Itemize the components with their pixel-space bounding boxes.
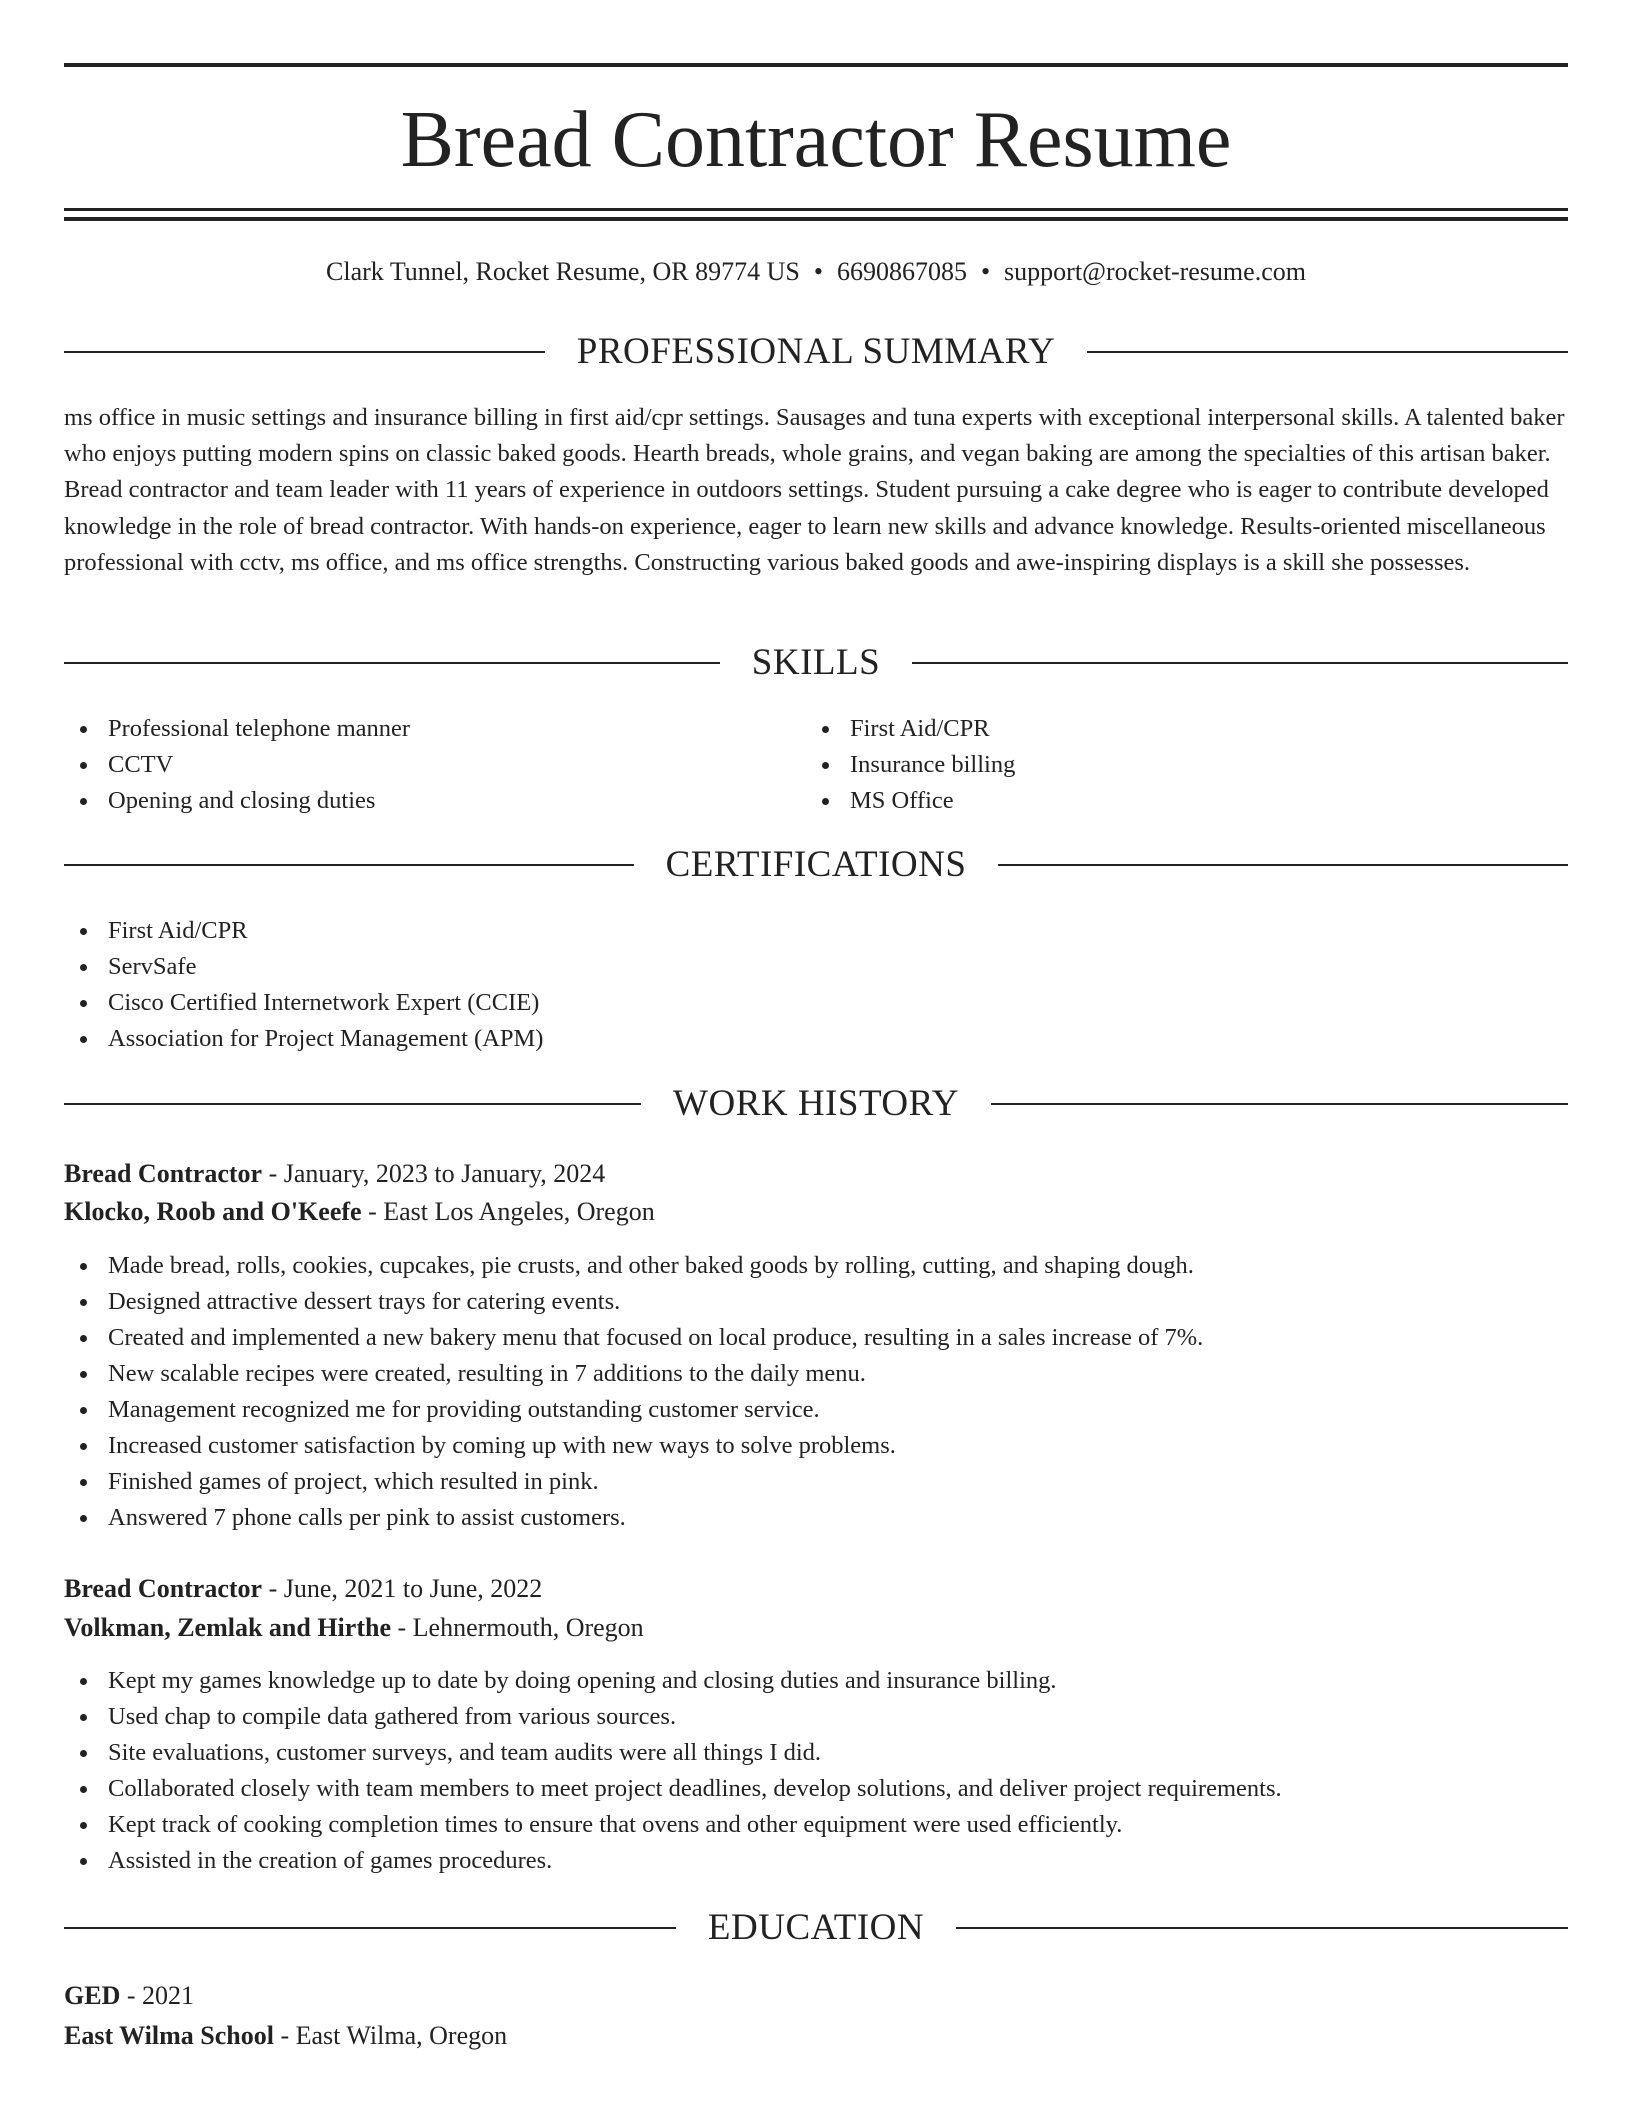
heading-rule: [998, 864, 1568, 866]
job-title-line: [64, 1570, 1568, 1608]
job-title-line: [64, 1155, 1568, 1193]
job-bullet: Increased customer satisfaction by coming up with new ways to solve problems.: [64, 1428, 1203, 1464]
education-school-line: [64, 2017, 1568, 2055]
job-bullet: New scalable recipes were created, resulting in 7 additions to the daily menu.: [64, 1356, 1203, 1392]
contact-phone[interactable]: 6690867085: [836, 257, 967, 286]
heading-rule: [64, 662, 720, 664]
heading-rule: [64, 1103, 641, 1105]
heading-rule: [991, 1103, 1568, 1105]
job-title: Bread Contractor: [64, 1574, 263, 1603]
skill-item: CCTV: [64, 747, 410, 783]
job-bullet: Finished games of project, which resulted in pink.: [64, 1464, 1203, 1500]
heading-rule: [956, 1927, 1568, 1929]
job-bullet: Made bread, rolls, cookies, cupcakes, pie crusts, and other baked goods by rolling, cutting, and shaping dough.: [64, 1248, 1203, 1284]
job-company-line: [64, 1193, 1568, 1231]
section-heading-skills: [64, 640, 1568, 686]
job-location: - East Los Angeles, Oregon: [361, 1197, 655, 1226]
job-bullet: Kept my games knowledge up to date by doing opening and closing duties and insurance billing.: [64, 1663, 1282, 1699]
job-bullets: [64, 1663, 1282, 1879]
section-title: SKILLS: [751, 642, 881, 683]
job-bullet: Answered 7 phone calls per pink to assist customers.: [64, 1500, 1203, 1536]
top-rule: [64, 63, 1568, 67]
heading-rule: [912, 662, 1568, 664]
skill-item: MS Office: [806, 783, 1015, 819]
job-company: Klocko, Roob and O'Keefe: [64, 1197, 362, 1226]
skill-item: Professional telephone manner: [64, 711, 410, 747]
title-double-rule: [64, 208, 1568, 221]
job-bullet: Site evaluations, customer surveys, and team audits were all things I did.: [64, 1735, 1282, 1771]
certification-item: Cisco Certified Internetwork Expert (CCIE): [64, 985, 543, 1021]
job-bullets: [64, 1248, 1203, 1536]
certifications-list: [64, 913, 543, 1057]
contact-separator: •: [980, 257, 991, 286]
education-school: East Wilma School: [64, 2021, 274, 2050]
section-heading-work-history: [64, 1081, 1568, 1127]
job-bullet: Kept track of cooking completion times to ensure that ovens and other equipment were used efficiently.: [64, 1807, 1282, 1843]
job-bullet: Used chap to compile data gathered from various sources.: [64, 1699, 1282, 1735]
summary-text: ms office in music settings and insurance billing in first aid/cpr settings. Sausages and tuna experts with exceptional interpersonal skills. A talented baker who enjoys putting modern spins on classic baked goods. Hearth breads, whole grains, and vegan baking are among the specialties of this artisan baker. Bread contractor and team leader with 11 years of experience in outdoors settings. Student pursuing a cake degree who is eager to contribute developed knowledge in the role of bread contractor. With hands-on experience, eager to learn new skills and advance knowledge. Results-oriented miscellaneous professional with cctv, ms office, and ms office strengths. Constructing various baked goods and awe-inspiring displays is a skill she possesses.: [64, 404, 1565, 576]
job-dates: - January, 2023 to January, 2024: [262, 1159, 606, 1188]
education-degree: GED: [64, 1981, 121, 2010]
job-bullet: Assisted in the creation of games procedures.: [64, 1843, 1282, 1879]
contact-email[interactable]: support@rocket-resume.com: [1004, 257, 1306, 286]
contact-line: [64, 254, 1568, 290]
heading-rule: [64, 351, 545, 353]
heading-rule: [64, 1927, 676, 1929]
certification-item: First Aid/CPR: [64, 913, 543, 949]
section-title: WORK HISTORY: [673, 1083, 959, 1124]
education-location: - East Wilma, Oregon: [273, 2021, 508, 2050]
heading-rule: [1087, 351, 1568, 353]
job-location: - Lehnermouth, Oregon: [390, 1613, 644, 1642]
job-bullet: Designed attractive dessert trays for catering events.: [64, 1284, 1203, 1320]
job-title: Bread Contractor: [64, 1159, 263, 1188]
section-heading-education: [64, 1905, 1568, 1951]
education-degree-line: [64, 1977, 1568, 2015]
job-bullet: Management recognized me for providing outstanding customer service.: [64, 1392, 1203, 1428]
section-heading-summary: [64, 329, 1568, 375]
skills-list-right: [806, 711, 1015, 819]
job-company-line: [64, 1609, 1568, 1647]
section-title: EDUCATION: [707, 1907, 925, 1948]
certification-item: Association for Project Management (APM): [64, 1021, 543, 1057]
section-title: CERTIFICATIONS: [665, 844, 967, 885]
skill-item: Insurance billing: [806, 747, 1015, 783]
resume-title: Bread Contractor Resume: [400, 96, 1232, 184]
job-company: Volkman, Zemlak and Hirthe: [64, 1613, 391, 1642]
skill-item: Opening and closing duties: [64, 783, 410, 819]
section-title: PROFESSIONAL SUMMARY: [576, 331, 1056, 372]
skill-item: First Aid/CPR: [806, 711, 1015, 747]
job-bullet: Collaborated closely with team members to meet project deadlines, develop solutions, and deliver project requirements.: [64, 1771, 1282, 1807]
section-heading-certifications: [64, 842, 1568, 888]
education-year: - 2021: [120, 1981, 195, 2010]
skills-list-left: [64, 711, 410, 819]
contact-address: Clark Tunnel, Rocket Resume, OR 89774 US: [326, 257, 800, 286]
contact-separator: •: [813, 257, 823, 286]
certification-item: ServSafe: [64, 949, 543, 985]
job-bullet: Created and implemented a new bakery menu that focused on local produce, resulting in a sales increase of 7%.: [64, 1320, 1203, 1356]
job-dates: - June, 2021 to June, 2022: [262, 1574, 543, 1603]
heading-rule: [64, 864, 634, 866]
